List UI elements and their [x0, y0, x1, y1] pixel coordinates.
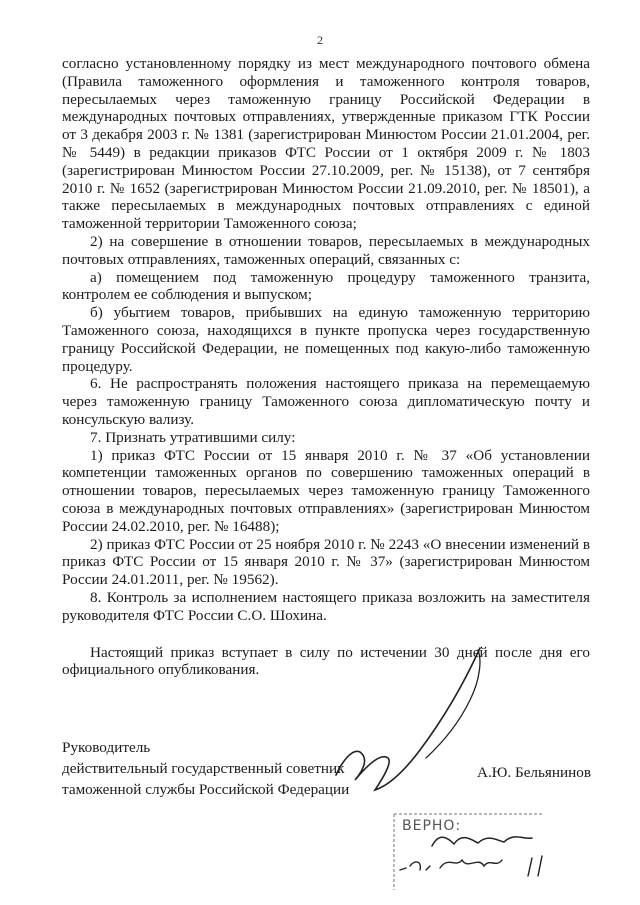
document-body: [62, 55, 590, 679]
paragraph-item-2b: б) убытием товаров, прибывших на единую таможенную территорию Таможенного союза, находящихся в пункте пропуска через государственную границу Российской Федерации, не помещенных под какую-либо таможенную процедуру.: [62, 304, 590, 375]
stamp-label: ВЕРНО:: [402, 818, 462, 834]
page-number: 2: [317, 33, 323, 47]
paragraph-clause-8: 8. Контроль за исполнением настоящего приказа возложить на заместителя руководителя ФТС России С.О. Шохина.: [62, 588, 590, 624]
paragraph-clause-6: 6. Не распространять положения настоящего приказа на перемещаемую через таможенную границу Таможенного союза дипломатическую почту и консульскую вализу.: [62, 375, 590, 428]
paragraph-continuation: согласно установленному порядку из мест международного почтового обмена (Правила таможенного оформления и таможенного контроля товаров, пересылаемых через таможенную границу Российской Федерации в международных почтовых отправлениях, утвержденные приказом ГТК России от 3 декабря 2003 г. № 1381 (зарегистрирован Минюстом России 21.01.2004, рег. № 5449) в редакции приказов ФТС России от 1 октября 2009 г. № 1803 (зарегистрирован Минюстом России 27.10.2009, рег. № 15138), от 7 сентября 2010 г. № 1652 (зарегистрирован Минюстом России 21.09.2010, рег. № 18501), а также пересылаемых в международных почтовых отправлениях с единой таможенной территории Таможенного союза;: [62, 55, 590, 233]
paragraph-item-2a: а) помещением под таможенную процедуру таможенного транзита, контролем ее соблюдения и выпуском;: [62, 268, 590, 304]
signer-title: [62, 737, 362, 800]
signer-name: А.Ю. Бельянинов: [477, 764, 592, 781]
signer-title-line-3: таможенной службы Российской Федерации: [62, 781, 350, 798]
paragraph-clause-7-item-2: 2) приказ ФТС России от 25 ноября 2010 г. № 2243 «О внесении изменений в приказ ФТС России от 15 января 2010 г. № 37» (зарегистрирован Минюстом России 24.01.2011, рег. № 19562).: [62, 535, 590, 589]
paragraph-effective-date: Настоящий приказ вступает в силу по истечении 30 дней после дня его официального опубликования.: [62, 643, 590, 679]
paragraph-clause-7-item-1: 1) приказ ФТС России от 15 января 2010 г. № 37 «Об установлении компетенции таможенных органов по совершению таможенных операций в отношении товаров, пересылаемых через таможенную границу Таможенного союза в международных почтовых отправлениях» (зарегистрирован Минюстом России 24.02.2010, рег. № 16488);: [62, 446, 590, 535]
paragraph-clause-7: 7. Признать утратившими силу:: [90, 428, 296, 446]
paragraph-item-2: 2) на совершение в отношении товаров, пересылаемых в международных почтовых отправлениях, таможенных операций, связанных с:: [62, 232, 590, 268]
signer-title-line-1: Руководитель: [62, 739, 151, 756]
signer-title-line-2: действительный государственный советник: [62, 760, 345, 777]
handwritten-signature: [330, 640, 500, 800]
